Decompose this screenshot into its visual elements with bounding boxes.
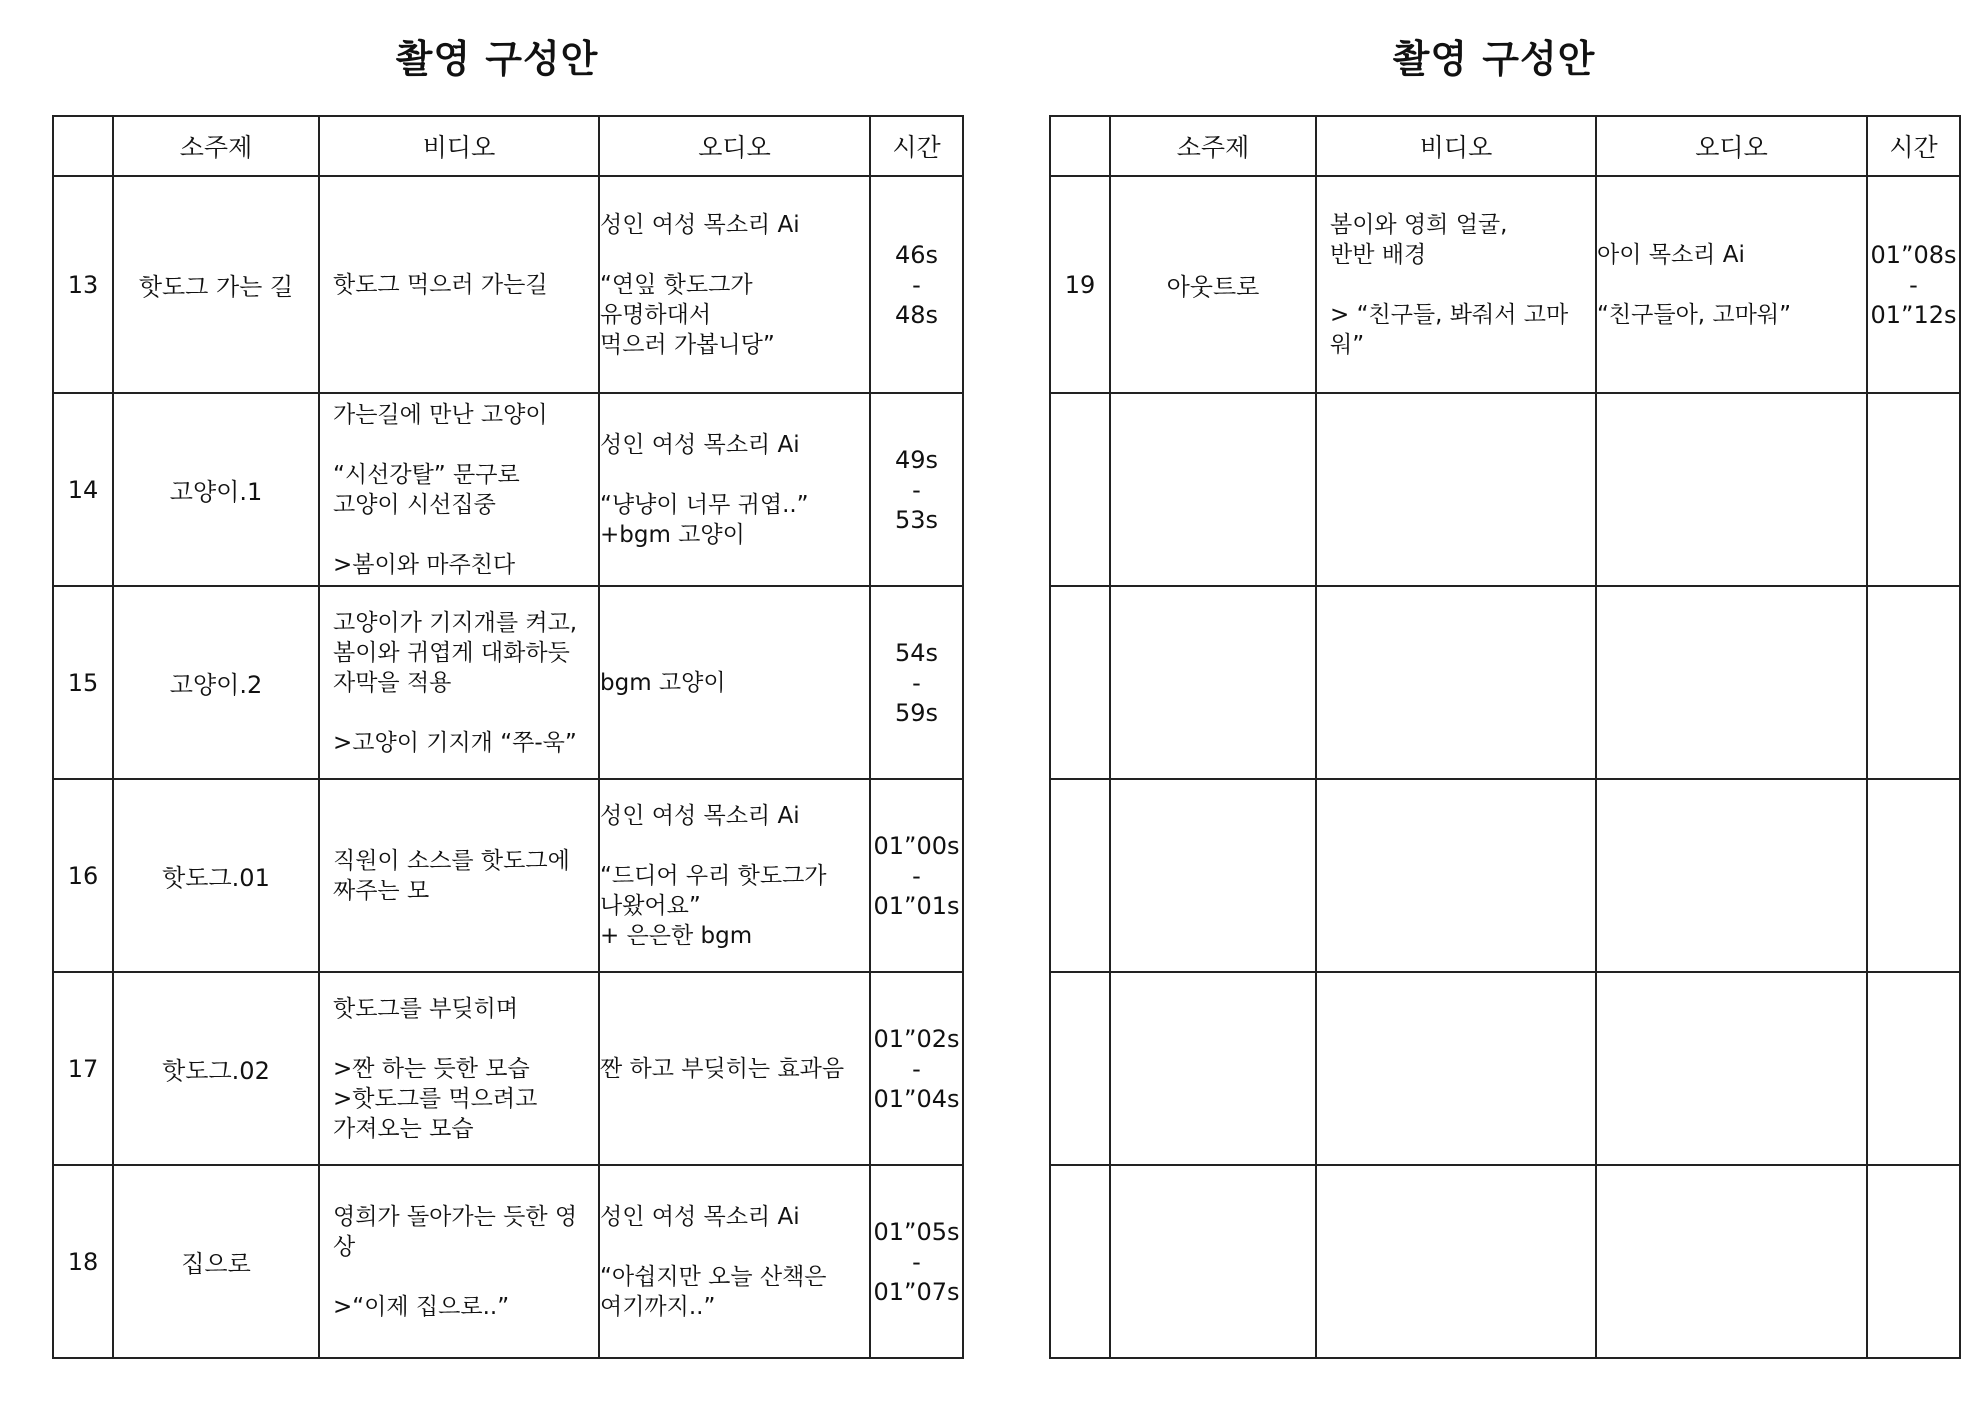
time-end: 48s: [894, 300, 939, 329]
scene-audio: 성인 여성 목소리 Ai “냥냥이 너무 귀엽..” +bgm 고양이: [599, 393, 870, 586]
header-video: 비디오: [319, 116, 599, 176]
time-end: 01”12s: [1870, 300, 1957, 329]
scene-number: [1050, 586, 1110, 779]
scene-number: 15: [53, 586, 113, 779]
scene-video: [1316, 1165, 1596, 1358]
time-separator: -: [912, 1247, 921, 1276]
scene-subject: 핫도그 가는 길: [113, 176, 319, 393]
scene-time: [1867, 972, 1960, 1165]
header-time: 시간: [870, 116, 963, 176]
scene-subject: [1110, 393, 1316, 586]
scene-subject: 핫도그.01: [113, 779, 319, 972]
scene-subject: 아웃트로: [1110, 176, 1316, 393]
header-time: 시간: [1867, 116, 1960, 176]
scene-audio: 아이 목소리 Ai “친구들아, 고마워”: [1596, 176, 1867, 393]
table-row: [1050, 972, 1960, 1165]
time-separator: -: [912, 668, 921, 697]
table-row: [1050, 779, 1960, 972]
scene-time: [1867, 779, 1960, 972]
time-start: 01”08s: [1870, 240, 1957, 269]
scene-audio: [1596, 393, 1867, 586]
time-end: 53s: [894, 505, 939, 534]
time-separator: -: [912, 475, 921, 504]
scene-video: 영희가 돌아가는 듯한 영상 >“이제 집으로..”: [319, 1165, 599, 1358]
scene-time: [870, 779, 963, 972]
scene-audio: [1596, 1165, 1867, 1358]
scene-time: [1867, 393, 1960, 586]
scene-number: 17: [53, 972, 113, 1165]
time-end: 01”01s: [873, 891, 960, 920]
scene-audio: 성인 여성 목소리 Ai “연잎 핫도그가 유명하대서 먹으러 가봅니당”: [599, 176, 870, 393]
scene-video: 봄이와 영희 얼굴, 반반 배경 > “친구들, 봐줘서 고마워”: [1316, 176, 1596, 393]
scene-audio: [1596, 586, 1867, 779]
time-start: 01”00s: [873, 831, 960, 860]
right-page-title: 촬영 구성안: [1392, 37, 1596, 81]
scene-video: 핫도그 먹으러 가는길: [319, 176, 599, 393]
scene-number: [1050, 972, 1110, 1165]
scene-time: [1867, 176, 1960, 393]
scene-subject: [1110, 779, 1316, 972]
table-row: [53, 393, 963, 586]
scene-number: [1050, 1165, 1110, 1358]
scene-video: [1316, 972, 1596, 1165]
scene-time: [1867, 1165, 1960, 1358]
scene-audio: 성인 여성 목소리 Ai “아쉽지만 오늘 산책은 여기까지..”: [599, 1165, 870, 1358]
table-row: [1050, 586, 1960, 779]
scene-audio: 성인 여성 목소리 Ai “드디어 우리 핫도그가 나왔어요” + 은은한 bgm: [599, 779, 870, 972]
scene-time: [870, 393, 963, 586]
scene-audio: 짠 하고 부딪히는 효과음: [599, 972, 870, 1165]
scene-time: [870, 176, 963, 393]
scene-number: 19: [1050, 176, 1110, 393]
header-video: 비디오: [1316, 116, 1596, 176]
scene-number: [1050, 393, 1110, 586]
table-row: [1050, 1165, 1960, 1358]
scene-subject: [1110, 586, 1316, 779]
time-start: 54s: [894, 638, 939, 667]
scene-audio: bgm 고양이: [599, 586, 870, 779]
time-start: 46s: [894, 240, 939, 269]
scene-video: 핫도그를 부딪히며 >짠 하는 듯한 모습 >핫도그를 먹으려고 가져오는 모습: [319, 972, 599, 1165]
scene-audio: [1596, 972, 1867, 1165]
header-audio: 오디오: [1596, 116, 1867, 176]
table-row: [1050, 176, 1960, 393]
table-row: [53, 779, 963, 972]
scene-subject: [1110, 1165, 1316, 1358]
time-separator: -: [912, 270, 921, 299]
header-subject: 소주제: [1110, 116, 1316, 176]
scene-time: [870, 972, 963, 1165]
right-shooting-plan-table: [1049, 115, 1961, 1359]
time-start: 01”05s: [873, 1217, 960, 1246]
scene-time: [870, 586, 963, 779]
scene-number: 16: [53, 779, 113, 972]
scene-subject: 집으로: [113, 1165, 319, 1358]
scene-time: [870, 1165, 963, 1358]
left-shooting-plan-table: [52, 115, 964, 1359]
time-end: 01”04s: [873, 1084, 960, 1113]
scene-subject: 고양이.1: [113, 393, 319, 586]
header-audio: 오디오: [599, 116, 870, 176]
time-separator: -: [912, 861, 921, 890]
scene-audio: [1596, 779, 1867, 972]
scene-number: 14: [53, 393, 113, 586]
scene-subject: [1110, 972, 1316, 1165]
time-end: 59s: [894, 698, 939, 727]
table-row: [53, 972, 963, 1165]
left-page-title: 촬영 구성안: [395, 37, 599, 81]
scene-video: [1316, 586, 1596, 779]
table-row: [53, 586, 963, 779]
time-start: 49s: [894, 445, 939, 474]
time-end: 01”07s: [873, 1277, 960, 1306]
time-start: 01”02s: [873, 1024, 960, 1053]
scene-video: [1316, 393, 1596, 586]
scene-number: 18: [53, 1165, 113, 1358]
scene-subject: 고양이.2: [113, 586, 319, 779]
scene-time: [1867, 586, 1960, 779]
table-header-row: [53, 116, 963, 176]
table-row: [53, 176, 963, 393]
scene-video: 가는길에 만난 고양이 “시선강탈” 문구로 고양이 시선집중 >봄이와 마주친다: [319, 393, 599, 586]
table-header-row: [1050, 116, 1960, 176]
time-separator: -: [1909, 270, 1918, 299]
table-row: [1050, 393, 1960, 586]
header-number: [53, 116, 113, 176]
table-row: [53, 1165, 963, 1358]
header-number: [1050, 116, 1110, 176]
scene-number: [1050, 779, 1110, 972]
header-subject: 소주제: [113, 116, 319, 176]
scene-video: 고양이가 기지개를 켜고, 봄이와 귀엽게 대화하듯 자막을 적용 >고양이 기지개 “쭈-욱”: [319, 586, 599, 779]
scene-video: 직원이 소스를 핫도그에 짜주는 모: [319, 779, 599, 972]
scene-subject: 핫도그.02: [113, 972, 319, 1165]
time-separator: -: [912, 1054, 921, 1083]
scene-video: [1316, 779, 1596, 972]
scene-number: 13: [53, 176, 113, 393]
